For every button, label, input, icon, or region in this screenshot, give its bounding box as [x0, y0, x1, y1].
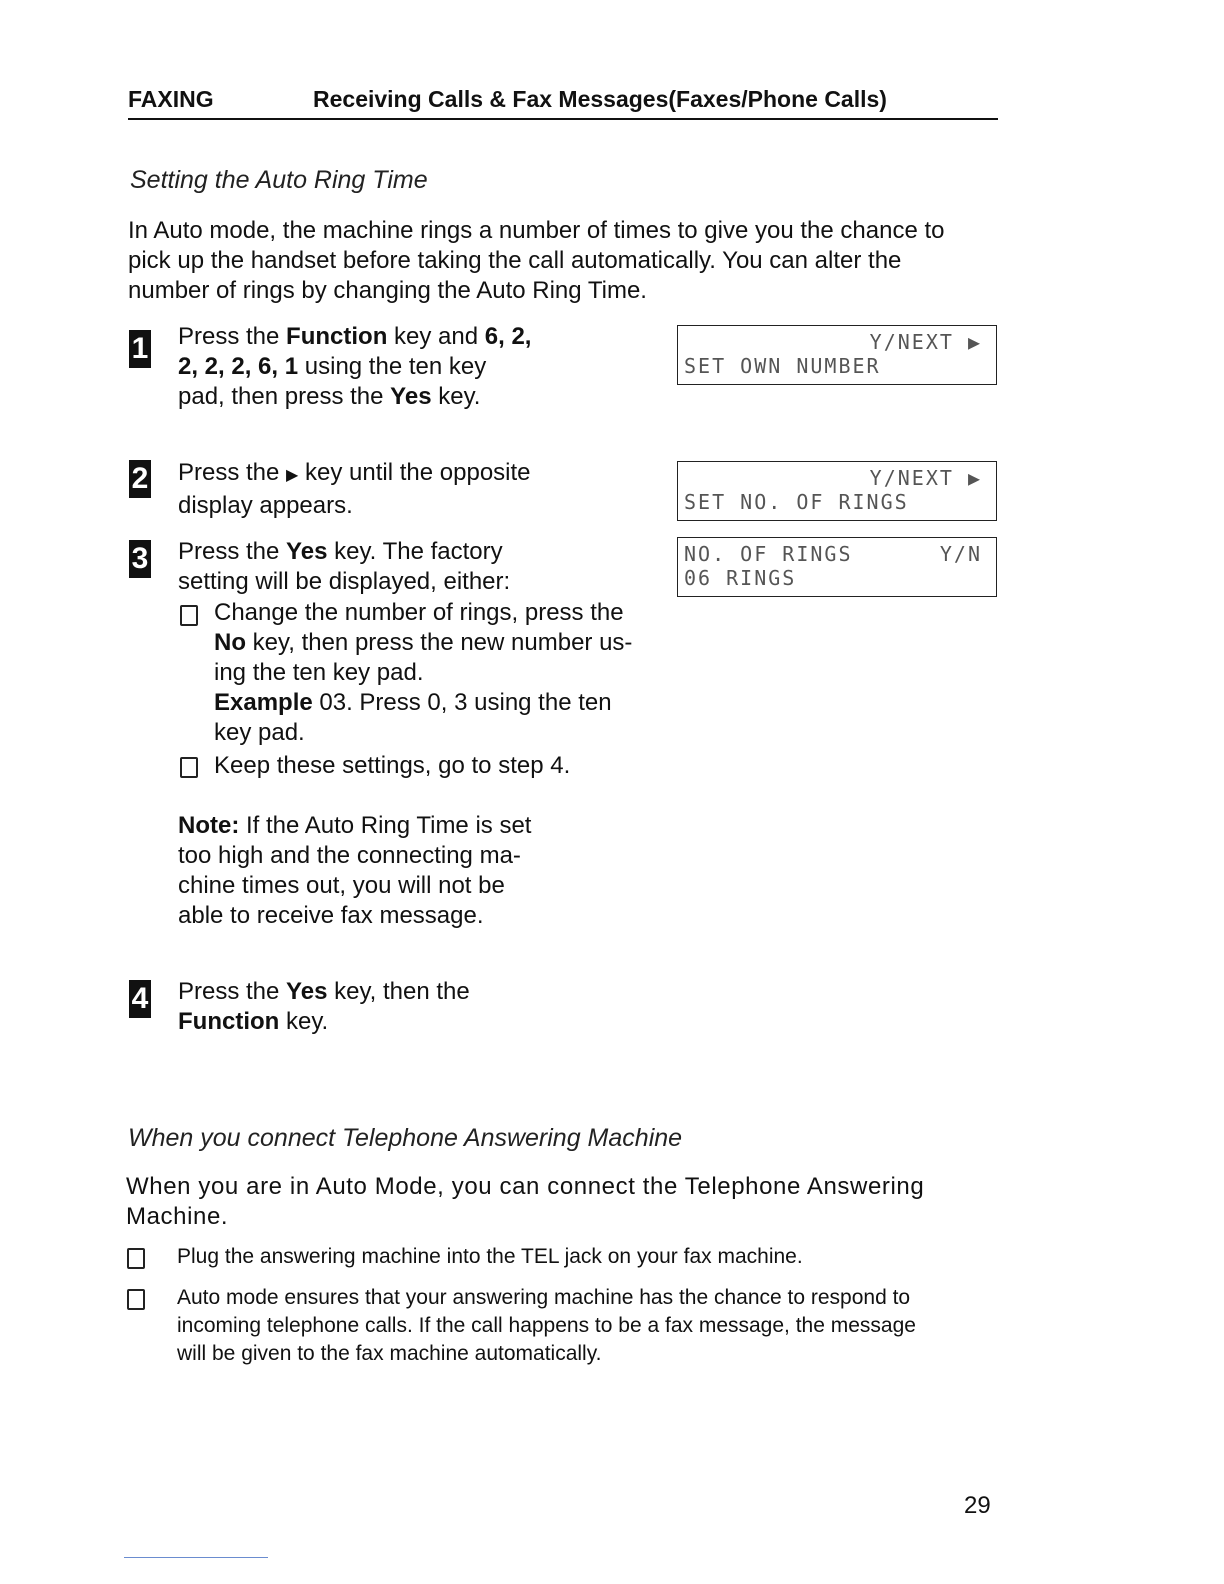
text-segment: Press the	[178, 323, 287, 350]
text-line	[178, 491, 648, 521]
text-segment: Change the number of rings, press the	[214, 599, 624, 626]
bold-text: Function	[286, 323, 388, 350]
bold-text: Yes	[286, 538, 328, 565]
lcd-display-set-own-number	[677, 325, 997, 385]
bullet-text	[177, 1243, 1007, 1271]
intro-paragraph	[128, 216, 1008, 306]
step-number-badge: 1	[129, 330, 151, 368]
text-segment: Keep these settings, go to step 4.	[214, 752, 571, 779]
lcd-line-1-left: NO. OF RINGS	[684, 542, 853, 566]
text-segment: key. The factory	[327, 538, 503, 565]
checkbox-icon	[127, 1248, 145, 1269]
bullet-line: Auto mode ensures that your answering machine has the chance to respond to	[177, 1286, 911, 1309]
text-segment: ing the ten key pad.	[214, 659, 424, 686]
bold-text: No	[214, 629, 246, 656]
text-line	[178, 537, 648, 567]
text-segment: setting will be displayed, either:	[178, 568, 511, 595]
lcd-display-no-of-rings	[677, 537, 997, 597]
text-segment: key, then the	[327, 978, 470, 1005]
footer-rule	[124, 1557, 268, 1558]
page-header	[128, 82, 998, 120]
text-segment: key until the opposite	[298, 459, 531, 486]
text-line	[214, 688, 674, 718]
intro-line: number of rings by changing the Auto Ring Time.	[128, 277, 647, 304]
text-segment: chine times out, you will not be	[178, 872, 505, 899]
intro-line: In Auto mode, the machine rings a number of times to give you the chance to	[128, 217, 945, 244]
text-line	[178, 871, 578, 901]
text-line	[178, 458, 648, 491]
text-line	[214, 751, 674, 781]
step-number-badge: 2	[129, 460, 151, 498]
step-4-text	[178, 977, 648, 1037]
text-segment: Press the	[178, 538, 287, 565]
text-segment: key.	[431, 383, 481, 410]
right-arrow-icon: ▶	[286, 467, 299, 484]
text-line	[178, 841, 578, 871]
lcd-display-set-no-of-rings	[677, 461, 997, 521]
step-number-badge: 4	[129, 980, 151, 1018]
text-segment: key.	[279, 1008, 329, 1035]
text-segment: 03. Press 0, 3 using the ten	[312, 689, 612, 716]
bold-text: Yes	[390, 383, 432, 410]
lcd-line-1: Y/NEXT ▶	[869, 466, 982, 490]
text-segment: key pad.	[214, 719, 305, 746]
bold-text: Example	[214, 689, 313, 716]
intro-line: pick up the handset before taking the call automatically. You can alter the	[128, 247, 902, 274]
text-line	[214, 598, 674, 628]
lcd-line-1: Y/NEXT ▶	[869, 330, 982, 354]
page-number: 29	[964, 1492, 991, 1519]
text-line	[178, 382, 648, 412]
text-line	[178, 1007, 648, 1037]
text-segment: If the Auto Ring Time is set	[239, 812, 532, 839]
lcd-line-2: SET OWN NUMBER	[684, 354, 881, 378]
checkbox-icon	[127, 1289, 145, 1310]
intro-line: Machine.	[126, 1203, 229, 1230]
note-text	[178, 811, 578, 931]
text-segment: key, then press the new number us-	[246, 629, 633, 656]
text-line	[214, 658, 674, 688]
text-segment: Press the	[178, 978, 287, 1005]
step-1-text	[178, 322, 648, 412]
section-heading-auto-ring: Setting the Auto Ring Time	[130, 166, 428, 194]
text-line	[178, 977, 648, 1007]
step-3-option-1	[214, 598, 674, 748]
text-segment: using the ten key	[298, 353, 487, 380]
text-segment: too high and the connecting ma-	[178, 842, 521, 869]
bold-text: Function	[178, 1008, 280, 1035]
text-line	[178, 901, 578, 931]
bold-text: Note:	[178, 812, 240, 839]
step-2-text	[178, 458, 648, 521]
bullet-line: incoming telephone calls. If the call happens to be a fax message, the message	[177, 1314, 916, 1337]
intro-line: When you are in Auto Mode, you can connect the Telephone Answering	[126, 1173, 925, 1200]
text-line	[178, 567, 648, 597]
step-3-text	[178, 537, 648, 597]
text-line	[214, 628, 674, 658]
bold-text: Yes	[286, 978, 328, 1005]
lcd-line-2: SET NO. OF RINGS	[684, 490, 909, 514]
text-line	[178, 352, 648, 382]
checkbox-icon	[180, 757, 198, 778]
text-segment: able to receive fax message.	[178, 902, 484, 929]
bullet-line: will be given to the fax machine automatically.	[177, 1342, 602, 1365]
text-segment: pad, then press the	[178, 383, 391, 410]
checkbox-icon	[180, 605, 198, 626]
text-segment: key and	[387, 323, 485, 350]
text-line	[178, 811, 578, 841]
section-heading-answering-machine: When you connect Telephone Answering Machine	[128, 1124, 683, 1152]
bullet-line: Plug the answering machine into the TEL jack on your fax machine.	[177, 1245, 803, 1268]
step-3-option-2	[214, 751, 674, 781]
text-line	[178, 322, 648, 352]
bullet-text	[177, 1284, 1007, 1368]
lcd-line-1-right: Y/N	[939, 542, 982, 566]
text-segment: display appears.	[178, 492, 353, 519]
step-number-badge: 3	[129, 540, 151, 578]
header-title: Receiving Calls & Fax Messages(Faxes/Phone Calls)	[313, 86, 887, 112]
bold-text: 6, 2,	[484, 323, 532, 350]
section-2-intro	[126, 1172, 1006, 1232]
text-line	[214, 718, 674, 748]
text-segment: Press the	[178, 459, 287, 486]
lcd-line-2: 06 RINGS	[684, 566, 797, 590]
bold-text: 2, 2, 2, 6, 1	[178, 353, 299, 380]
header-section: FAXING	[128, 86, 214, 112]
